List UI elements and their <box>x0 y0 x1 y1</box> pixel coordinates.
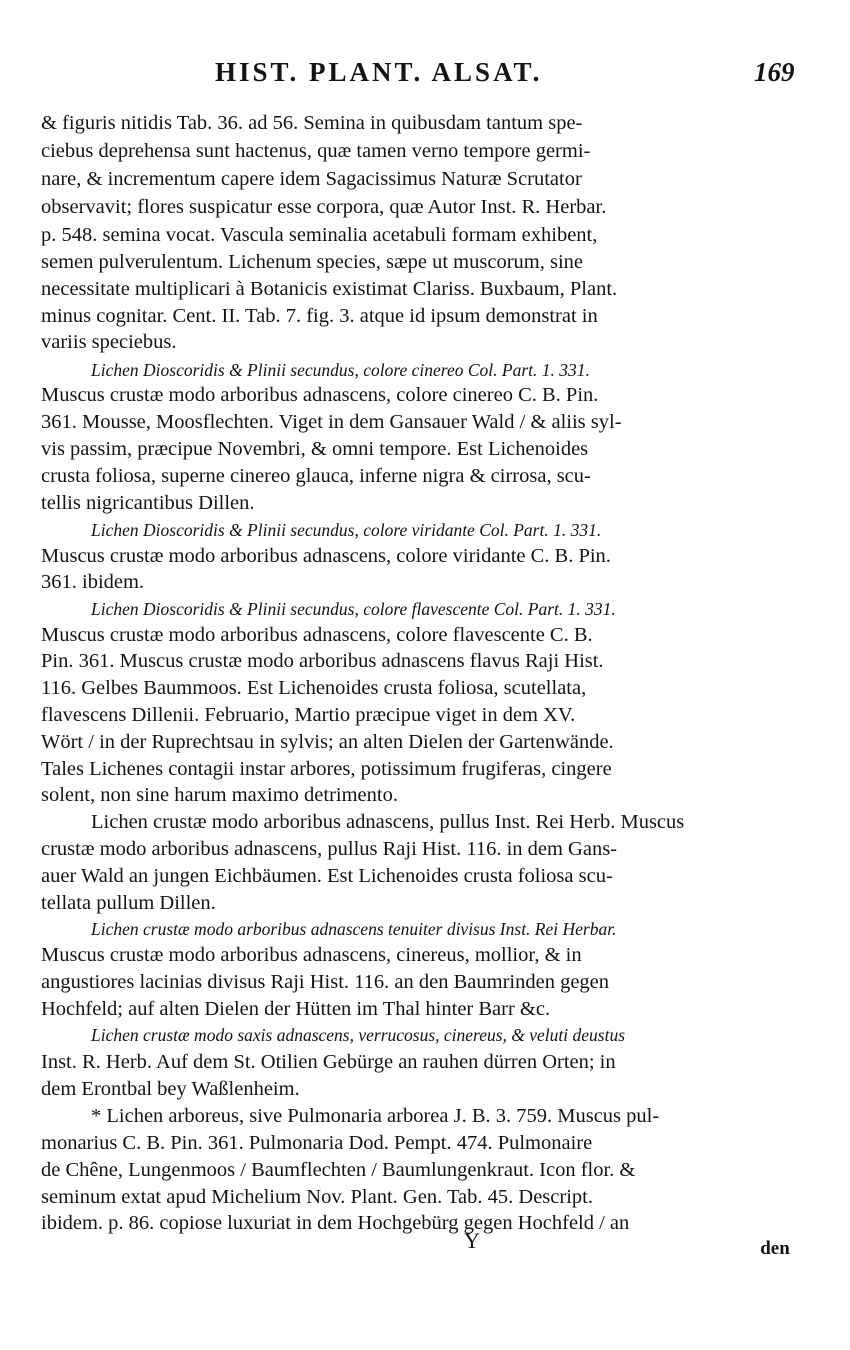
text-line: Pin. 361. Muscus crustæ modo arboribus adnascens flavus Raji Hist. <box>41 650 604 672</box>
page-number: 169 <box>754 57 795 87</box>
text-line: 361. Mousse, Moosflechten. Viget in dem Gansauer Wald / & aliis syl- <box>41 411 622 433</box>
lemma-line: * Lichen arboreus, sive Pulmonaria arborea J. B. 3. 759. Muscus pul- <box>91 1105 660 1127</box>
lemma-line: Lichen crustæ modo arboribus adnascens tenuiter divisus Inst. Rei Herbar. <box>91 919 617 939</box>
text-line: tellis nigricantibus Dillen. <box>41 492 255 514</box>
text-line: dem Erontbal bey Waßlenheim. <box>41 1078 300 1100</box>
text-line: p. 548. semina vocat. Vascula seminalia acetabuli formam exhibent, <box>41 224 598 246</box>
lemma-line: Lichen Dioscoridis & Plinii secundus, colore cinereo Col. Part. 1. 331. <box>91 360 590 380</box>
text-line: 116. Gelbes Baummoos. Est Lichenoides crusta foliosa, scutellata, <box>41 677 587 699</box>
signature-mark: Y <box>464 1228 480 1253</box>
text-line: tellata pullum Dillen. <box>41 892 216 914</box>
text-line: & figuris nitidis Tab. 36. ad 56. Semina in quibusdam tantum spe- <box>41 112 583 134</box>
text-line: auer Wald an jungen Eichbäumen. Est Lichenoides crusta foliosa scu- <box>41 865 613 887</box>
text-line: Wört / in der Ruprechtsau in sylvis; an alten Dielen der Gartenwände. <box>41 731 614 753</box>
text-line: Tales Lichenes contagii instar arbores, potissimum frugiferas, cingere <box>41 758 612 780</box>
lemma-line: Lichen crustæ modo arboribus adnascens, pullus Inst. Rei Herb. Muscus <box>91 811 685 833</box>
text-line: semen pulverulentum. Lichenum species, sæpe ut muscorum, sine <box>41 251 583 273</box>
text-line: seminum extat apud Michelium Nov. Plant. Gen. Tab. 45. Descript. <box>41 1186 593 1208</box>
text-line: ciebus deprehensa sunt hactenus, quæ tamen verno tempore germi- <box>41 140 591 162</box>
text-line: Muscus crustæ modo arboribus adnascens, cinereus, mollior, & in <box>41 944 582 966</box>
text-line: crusta foliosa, superne cinereo glauca, inferne nigra & cirrosa, scu- <box>41 465 591 487</box>
text-line: 361. ibidem. <box>41 571 145 593</box>
text-line: angustiores lacinias divisus Raji Hist. 116. an den Baumrinden gegen <box>41 971 610 993</box>
lemma-line: Lichen Dioscoridis & Plinii secundus, colore flavescente Col. Part. 1. 331. <box>91 599 616 619</box>
text-line: Muscus crustæ modo arboribus adnascens, colore viridante C. B. Pin. <box>41 545 611 567</box>
lemma-line: Lichen crustæ modo saxis adnascens, verrucosus, cinereus, & veluti deustus <box>91 1025 626 1045</box>
text-line: de Chêne, Lungenmoos / Baumflechten / Baumlungenkraut. Icon flor. & <box>41 1159 636 1181</box>
text-line: monarius C. B. Pin. 361. Pulmonaria Dod. Pempt. 474. Pulmonaire <box>41 1132 593 1154</box>
text-line: Muscus crustæ modo arboribus adnascens, colore flavescente C. B. <box>41 624 593 646</box>
lemma-line: Lichen Dioscoridis & Plinii secundus, colore viridante Col. Part. 1. 331. <box>91 520 602 540</box>
text-line: crustæ modo arboribus adnascens, pullus Raji Hist. 116. in dem Gans- <box>41 838 618 860</box>
text-line: solent, non sine harum maximo detrimento. <box>41 784 398 806</box>
text-line: flavescens Dillenii. Februario, Martio præcipue viget in dem XV. <box>41 704 576 726</box>
running-title: HIST. PLANT. ALSAT. <box>215 57 543 87</box>
text-line: Hochfeld; auf alten Dielen der Hütten im Thal hinter Barr &c. <box>41 998 551 1020</box>
text-line: ibidem. p. 86. copiose luxuriat in dem Hochgebürg gegen Hochfeld / an <box>41 1212 630 1234</box>
text-line: Inst. R. Herb. Auf dem St. Otilien Gebürge an rauhen dürren Orten; in <box>41 1051 616 1073</box>
text-line: nare, & incrementum capere idem Sagacissimus Naturæ Scrutator <box>41 168 582 190</box>
catchword: den <box>760 1238 790 1259</box>
text-line: vis passim, præcipue Novembri, & omni tempore. Est Lichenoides <box>41 438 589 460</box>
text-line: minus cognitar. Cent. II. Tab. 7. fig. 3. atque id ipsum demonstrat in <box>41 305 598 327</box>
text-line: necessitate multiplicari à Botanicis existimat Clariss. Buxbaum, Plant. <box>41 278 618 300</box>
running-header <box>0 52 850 92</box>
text-line: Muscus crustæ modo arboribus adnascens, colore cinereo C. B. Pin. <box>41 384 599 406</box>
text-line: observavit; flores suspicatur esse corpora, quæ Autor Inst. R. Herbar. <box>41 196 607 218</box>
text-line: variis speciebus. <box>41 331 177 353</box>
